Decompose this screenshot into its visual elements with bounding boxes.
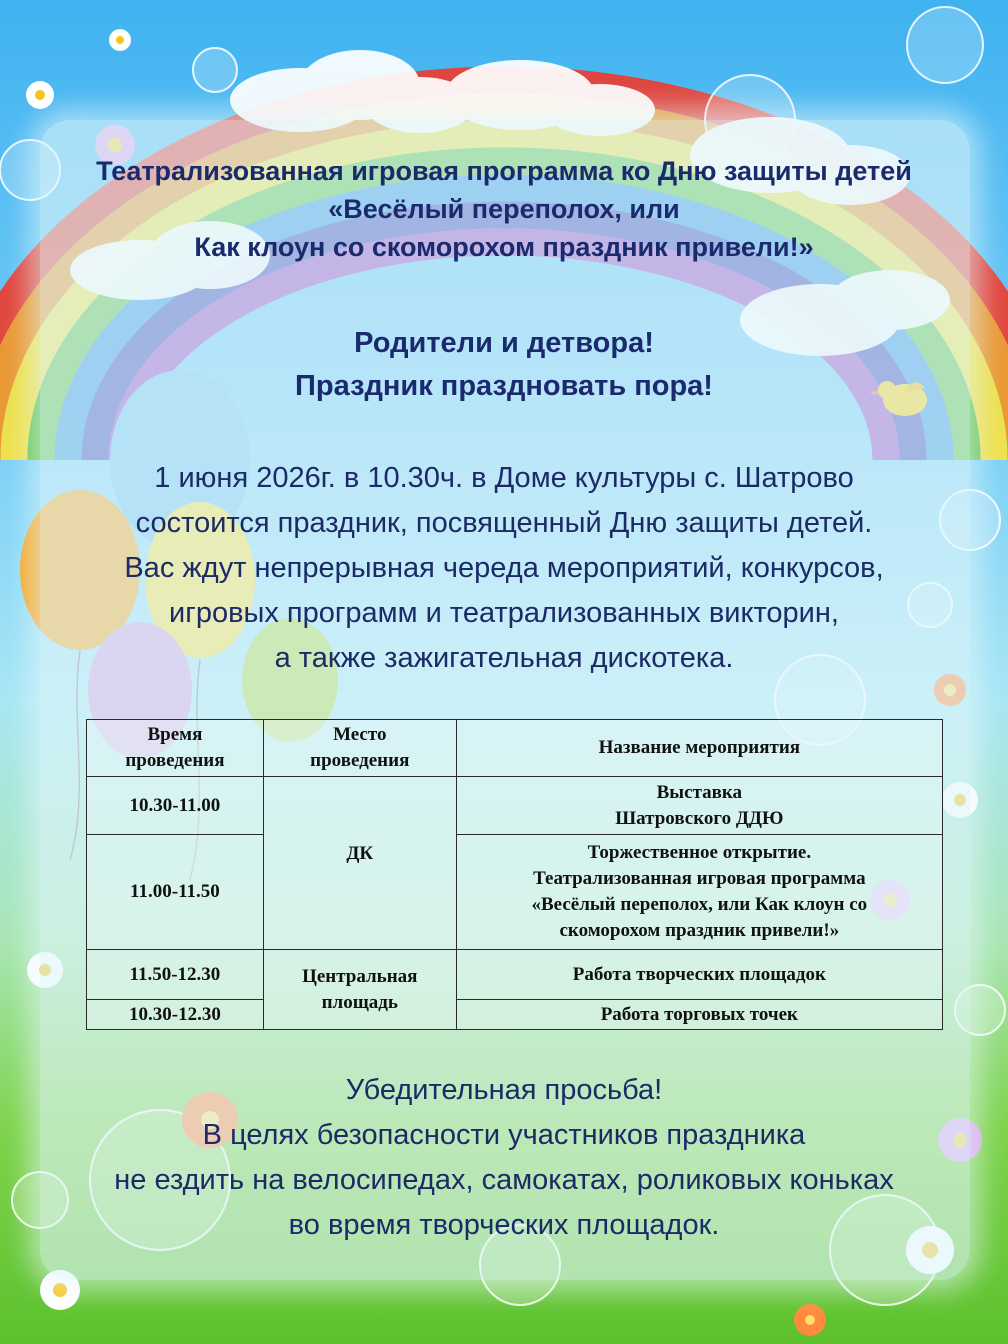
time-cell: 10.30-11.00 [87,777,264,835]
header-time-line: Время [147,724,203,745]
table-row [87,1000,943,1030]
description-line: игровых программ и театрализованных викторин, [169,597,839,629]
event-cell [456,777,942,835]
table-row [87,950,943,1000]
event-line: скоморохом праздник привели!» [559,920,840,941]
header-time [87,720,264,777]
safety-line: В целях безопасности участников праздника [202,1119,806,1151]
header-place [263,720,456,777]
time-cell: 10.30-12.30 [87,1000,264,1030]
event-cell [456,950,942,1000]
greeting-line: Праздник праздновать пора! [295,370,713,402]
description-line: 1 июня 2026г. в 10.30ч. в Доме культуры с. Шатрово [154,462,854,494]
event-line: Работа творческих площадок [572,963,826,985]
event-line: Шатровского ДДЮ [615,807,784,829]
greeting [0,322,1008,408]
description-line: Вас ждут непрерывная череда мероприятий, конкурсов, [124,552,884,584]
safety-line: Убедительная просьба! [345,1074,663,1106]
place-cell [263,777,456,950]
event-line: Работа торговых точек [600,1003,798,1025]
table-header-row [87,720,943,777]
event-line: Торжественное открытие. [587,842,812,863]
table-row [87,835,943,950]
event-description [0,456,1008,681]
place-line: площадь [321,991,398,1013]
event-title-line: Как клоун со скоморохом праздник привели!» [194,232,814,262]
safety-request [0,1068,1008,1248]
event-line: Театрализованная игровая программа [533,868,866,889]
place-cell [263,950,456,1030]
schedule-table [86,719,943,1030]
event-cell [456,835,942,950]
safety-line: не ездить на велосипедах, самокатах, роликовых коньках [114,1164,894,1196]
time-cell: 11.50-12.30 [87,950,264,1000]
place-line: ДК [346,843,374,864]
event-title [0,152,1008,266]
description-line: состоится праздник, посвященный Дню защиты детей. [135,507,873,539]
header-place-line: Место [333,724,387,745]
event-title-line: Театрализованная игровая программа ко Дню защиты детей [96,156,912,186]
time-cell: 11.00-11.50 [87,835,264,950]
event-line: Выставка [656,781,743,803]
place-line: Центральная [302,965,418,987]
event-line: «Весёлый переполох, или Как клоун со [531,894,868,915]
greeting-line: Родители и детвора! [354,327,654,359]
description-line: а также зажигательная дискотека. [274,642,734,674]
safety-line: во время творческих площадок. [288,1209,720,1241]
header-time-line: проведения [125,750,225,771]
event-cell [456,1000,942,1030]
header-place-line: проведения [310,750,410,771]
event-title-line: «Весёлый переполох, или [328,194,680,224]
table-row [87,777,943,835]
header-event: Название мероприятия [456,720,942,777]
